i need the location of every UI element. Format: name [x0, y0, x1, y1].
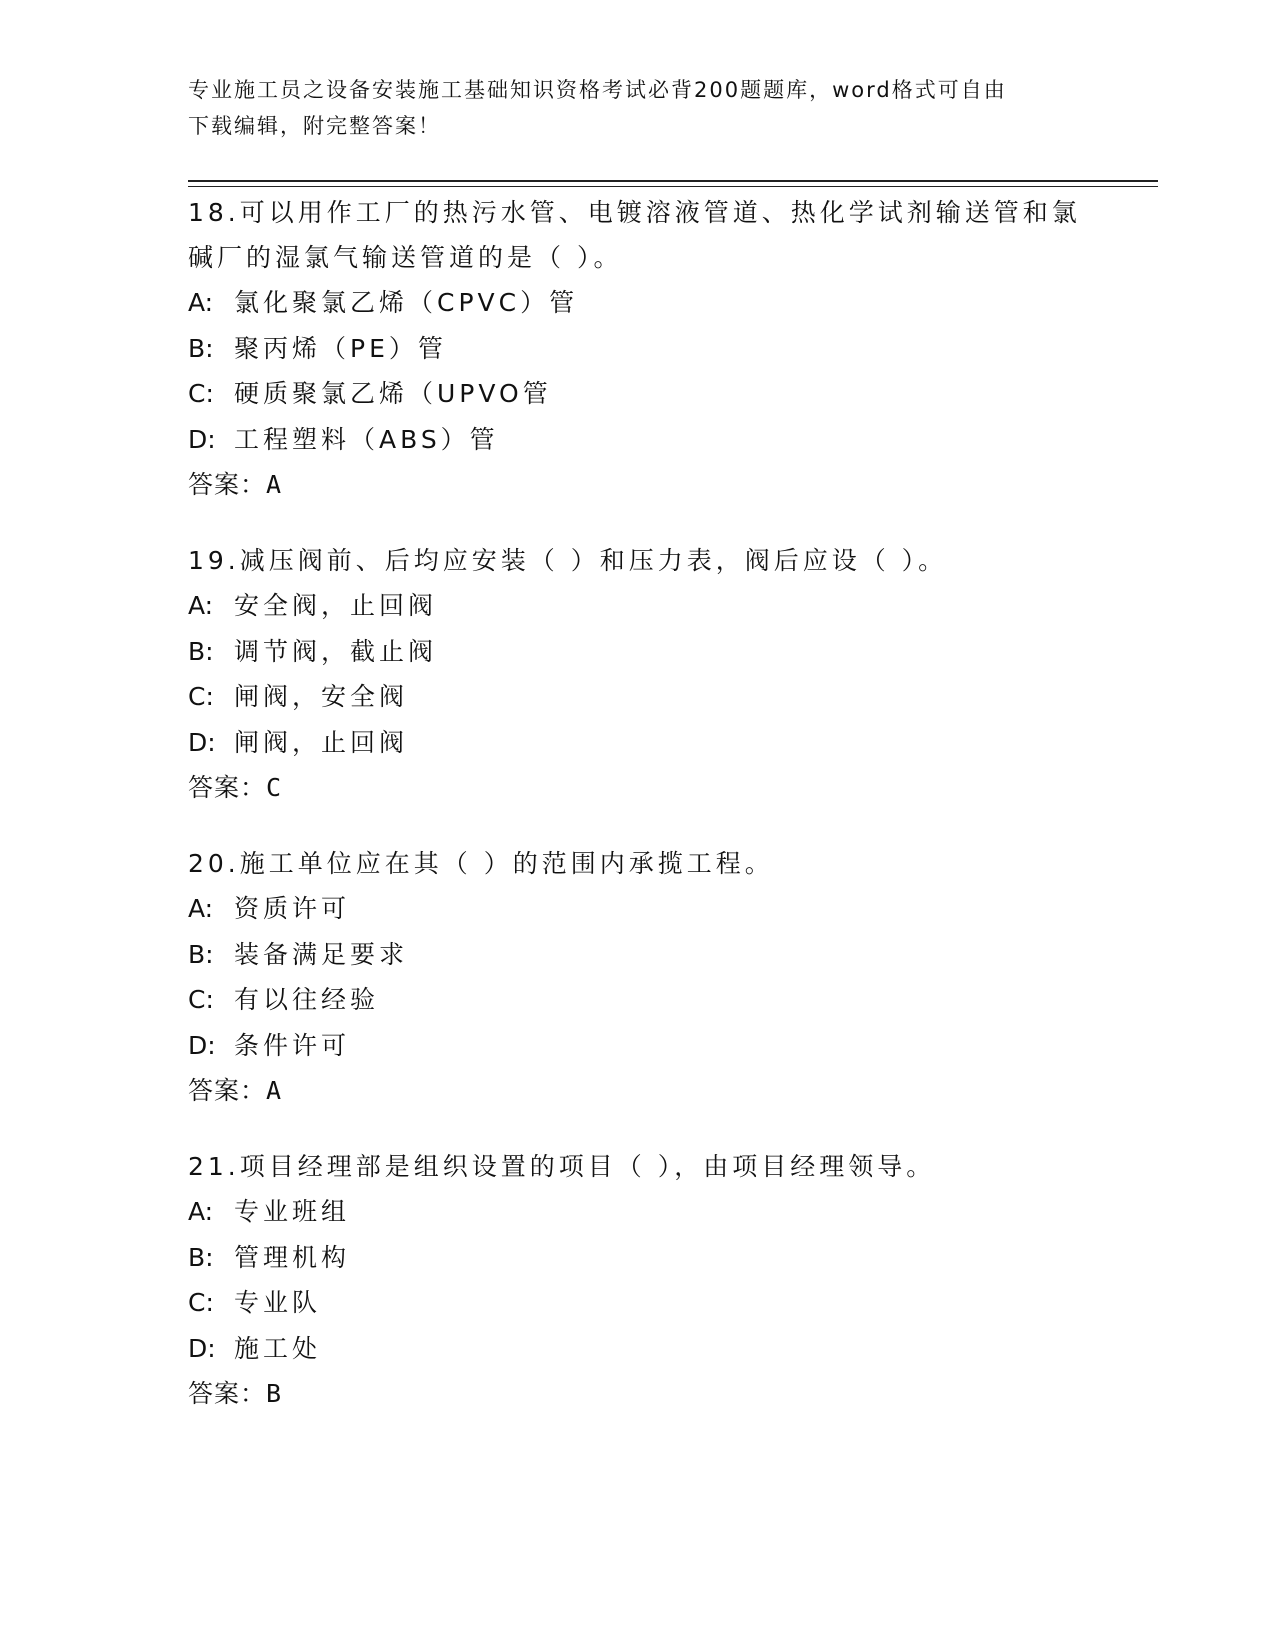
answer-line — [188, 1068, 1088, 1114]
question-list — [188, 190, 1088, 1447]
question-stem — [188, 538, 1088, 583]
option-a — [188, 1189, 1088, 1235]
option-label: C: — [188, 682, 214, 711]
question-19 — [188, 538, 1088, 811]
question-stem-line-1: 19.减压阀前、后均应安装（ ）和压力表，阀后应设（ ）。 — [188, 546, 948, 575]
header-divider-thin — [188, 186, 1158, 187]
option-a — [188, 886, 1088, 932]
question-stem — [188, 841, 1088, 886]
document-header — [188, 72, 1088, 144]
answer-value: C — [266, 773, 283, 802]
option-text: 调节阀，截止阀 — [234, 636, 438, 666]
option-label: A: — [188, 894, 214, 923]
answer-value: A — [266, 470, 283, 499]
question-stem-line-1: 21.项目经理部是组织设置的项目（ ），由项目经理领导。 — [188, 1152, 936, 1181]
option-text: 管理机构 — [234, 1242, 351, 1272]
option-text: 资质许可 — [234, 894, 351, 923]
option-text: 闸阀，止回阀 — [234, 727, 409, 757]
option-label: D: — [188, 1333, 216, 1363]
answer-label: 答案： — [188, 1076, 267, 1105]
option-text: 专业班组 — [234, 1197, 351, 1226]
option-d — [188, 1023, 1088, 1069]
option-text: 有以往经验 — [234, 985, 380, 1014]
answer-line — [188, 1371, 1088, 1417]
option-text: 安全阀，止回阀 — [234, 591, 438, 620]
option-label: C: — [188, 1288, 214, 1317]
option-b — [188, 629, 1088, 675]
question-18 — [188, 190, 1088, 508]
option-d — [188, 720, 1088, 766]
question-stem-line-2: 碱厂的湿氯气输送管道的是（ ）。 — [188, 243, 623, 272]
question-stem — [188, 190, 1088, 280]
option-label: B: — [188, 333, 214, 363]
option-d — [188, 417, 1088, 463]
option-text: 施工处 — [234, 1333, 322, 1363]
option-label: C: — [188, 985, 214, 1014]
question-20 — [188, 841, 1088, 1114]
option-b — [188, 932, 1088, 978]
option-b — [188, 1235, 1088, 1281]
question-21 — [188, 1144, 1088, 1417]
option-c — [188, 371, 1088, 417]
answer-value: A — [266, 1076, 283, 1105]
answer-line — [188, 765, 1088, 811]
option-text: 工程塑料（ABS）管 — [234, 424, 499, 454]
option-label: B: — [188, 636, 214, 666]
option-text: 硬质聚氯乙烯（UPVO管 — [234, 379, 552, 408]
answer-label: 答案： — [188, 773, 267, 802]
option-a — [188, 583, 1088, 629]
option-c — [188, 674, 1088, 720]
option-label: B: — [188, 939, 214, 969]
option-c — [188, 1280, 1088, 1326]
header-divider-thick — [188, 180, 1158, 182]
answer-label: 答案： — [188, 470, 267, 499]
option-text: 专业队 — [234, 1288, 322, 1317]
option-label: C: — [188, 379, 214, 408]
option-label: A: — [188, 288, 214, 317]
header-line-1: 专业施工员之设备安装施工基础知识资格考试必背200题题库，word格式可自由 — [188, 78, 1007, 102]
option-b — [188, 326, 1088, 372]
question-stem-line-1: 18.可以用作工厂的热污水管、电镀溶液管道、热化学试剂输送管和氯 — [188, 198, 1081, 227]
option-text: 闸阀，安全阀 — [234, 682, 409, 711]
option-text: 聚丙烯（PE）管 — [234, 333, 447, 363]
option-label: B: — [188, 1242, 214, 1272]
option-label: A: — [188, 591, 214, 620]
question-stem — [188, 1144, 1088, 1189]
option-label: A: — [188, 1197, 214, 1226]
option-label: D: — [188, 424, 216, 454]
option-a — [188, 280, 1088, 326]
answer-line — [188, 462, 1088, 508]
answer-value: B — [266, 1379, 283, 1408]
answer-label: 答案： — [188, 1379, 267, 1408]
option-d — [188, 1326, 1088, 1372]
option-text: 装备满足要求 — [234, 939, 409, 969]
header-line-2: 下载编辑，附完整答案！ — [188, 114, 441, 138]
option-c — [188, 977, 1088, 1023]
option-label: D: — [188, 727, 216, 757]
option-text: 氯化聚氯乙烯（CPVC）管 — [234, 288, 579, 317]
question-stem-line-1: 20.施工单位应在其（ ）的范围内承揽工程。 — [188, 849, 774, 878]
option-label: D: — [188, 1030, 216, 1060]
option-text: 条件许可 — [234, 1030, 351, 1060]
